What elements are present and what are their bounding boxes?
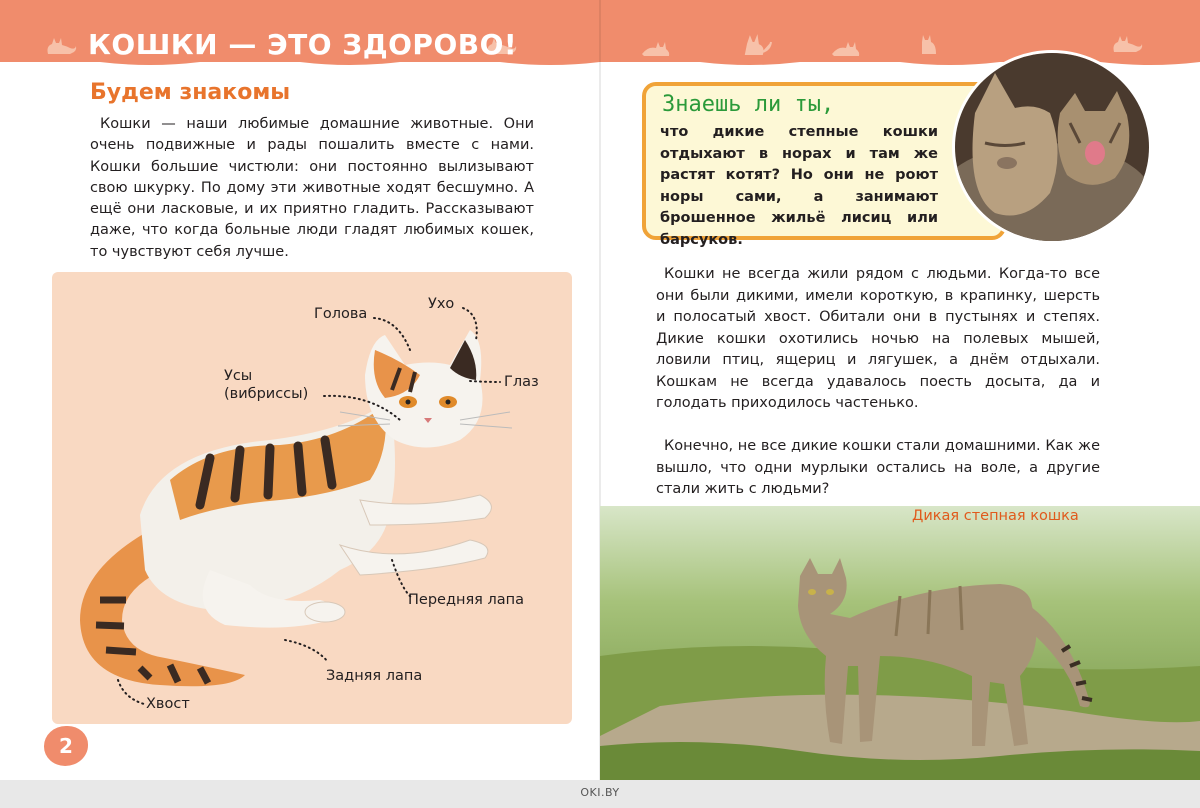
wild-steppe-cat-photo xyxy=(600,506,1200,780)
cat-silhouette-icon xyxy=(912,32,946,54)
label-whiskers-detail: (вибриссы) xyxy=(224,386,309,402)
label-front-paw: Передняя лапа xyxy=(408,592,525,608)
chapter-title: КОШКИ — ЭТО ЗДОРОВО! xyxy=(88,28,518,61)
label-whiskers: Усы xyxy=(224,368,253,384)
label-hind-paw: Задняя лапа xyxy=(326,668,423,684)
history-paragraph: Кошки не всегда жили рядом с людьми. Когда-то все они были дикими, имели короткую, в крапинку, шерсть и полосатый хвост. Обитали они в пустынях и степях. Дикие кошки охотились ночью на полевых мышей, ловили птиц, ящериц и лягушек, а днём отдыхали. Кошкам не всегда удавалось поесть досыта, да и голодать приходилось частенько. xyxy=(656,266,1100,411)
did-you-know-title: Знаешь ли ты, xyxy=(662,92,835,117)
intro-paragraph: Кошки — наши любимые домашние животные. Они очень подвижные и рады пошалить вместе с нами. Кошки большие чистюли: они постоянно вылизывают свою шкурку. По дому эти животные ходят бесшумно. А ещё они ласковые, и их приятно гладить. Рассказывают даже, что когда больные люди гладят любимых кошек, то чувствуют себя лучше. xyxy=(90,116,534,260)
cat-silhouette-icon xyxy=(640,36,674,58)
did-you-know-text: что дикие степные кошки отдыхают в норах и там же растят котят? Но они не роют норы сами, а занимают брошенное жильё лисиц или барсуков. xyxy=(660,124,938,248)
label-head: Голова xyxy=(314,306,368,322)
label-ear: Ухо xyxy=(428,296,455,312)
cat-silhouette-icon xyxy=(44,34,78,56)
cat-silhouette-icon xyxy=(740,34,774,56)
cat-anatomy-illustration xyxy=(40,280,580,720)
question-paragraph: Конечно, не все дикие кошки стали домашними. Как же вышло, что одни мурлыки остались на воле, а другие стали жить с людьми? xyxy=(656,438,1100,497)
watermark: OKI.BY xyxy=(580,786,620,799)
label-tail: Хвост xyxy=(146,696,190,712)
section-title: Будем знакомы xyxy=(90,80,291,105)
cat-silhouette-icon xyxy=(830,36,864,58)
cat-silhouette-icon xyxy=(1110,32,1144,54)
photo-caption: Дикая степная кошка xyxy=(912,508,1079,524)
cat-with-kitten-photo xyxy=(952,50,1152,244)
page-number: 2 xyxy=(44,726,88,766)
label-eye: Глаз xyxy=(504,374,539,390)
